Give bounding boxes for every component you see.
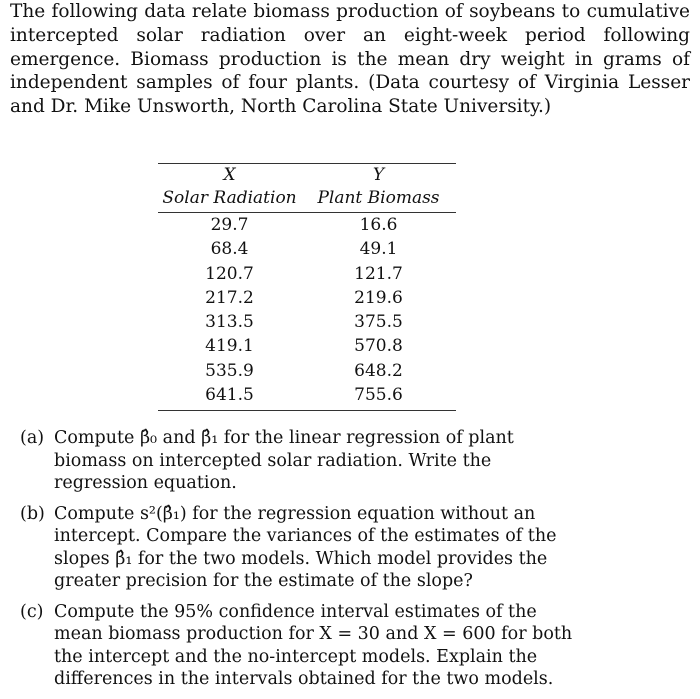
x-cell: 120.7 (205, 263, 254, 284)
question-b-label: (b) (20, 503, 45, 524)
question-c-text: Compute the 95% confidence interval estimates of the mean biomass production for X = 30 and X = 600 for both the intercept and the no-intercept models. Explain the differences in the intervals obtained for the two models. (54, 601, 573, 689)
x-cell: 535.9 (205, 360, 254, 381)
y-cell: 49.1 (359, 239, 398, 260)
y-cell: 16.6 (359, 215, 398, 235)
question-a-text: Compute β̂₀ and β̂₁ for the linear regression of plant biomass on intercepted solar radiation. Write the regression equation. (54, 428, 514, 493)
question-b (20, 503, 590, 593)
x-symbol-header: X (223, 165, 236, 185)
y-label-header: Plant Biomass (301, 187, 456, 213)
table-row (158, 334, 456, 358)
x-cell: 217.2 (205, 287, 254, 308)
intro-paragraph: The following data relate biomass production of soybeans to cumulative intercepted solar radiation over an eight-week period following emergence. Biomass production is the mean dry weight in grams of independent samples of four plants. (Data courtesy of Virginia Lesser and Dr. Mike Unsworth, North Carolina State University.) (10, 1, 690, 118)
table-row (158, 213, 456, 238)
x-cell: 641.5 (158, 383, 301, 411)
y-symbol-header: Y (372, 165, 385, 185)
question-c-label: (c) (20, 601, 44, 622)
x-label-header: Solar Radiation (158, 187, 301, 213)
table-row (158, 262, 456, 286)
data-table (158, 163, 456, 411)
y-cell: 570.8 (354, 336, 403, 357)
question-a-label: (a) (20, 428, 45, 448)
x-cell: 68.4 (210, 239, 249, 260)
y-cell: 219.6 (354, 287, 403, 308)
y-cell: 121.7 (354, 263, 403, 284)
question-b-text: Compute s²(β̂₁) for the regression equation without an intercept. Compare the variances of the estimates of the slopes β̂₁ for the two models. Which model provides the greater precision for the estimate of the slope? (54, 503, 557, 591)
x-cell: 313.5 (205, 312, 254, 333)
y-cell: 648.2 (354, 360, 403, 381)
table-row (158, 310, 456, 334)
question-c (20, 601, 590, 691)
table-row (158, 359, 456, 383)
table-row (158, 383, 456, 411)
table-row (158, 237, 456, 261)
x-cell: 29.7 (210, 215, 249, 235)
questions-list (20, 427, 590, 699)
y-cell: 755.6 (301, 383, 456, 411)
x-cell: 419.1 (205, 336, 254, 357)
question-a (20, 427, 590, 495)
table-row (158, 286, 456, 310)
y-cell: 375.5 (354, 312, 403, 333)
